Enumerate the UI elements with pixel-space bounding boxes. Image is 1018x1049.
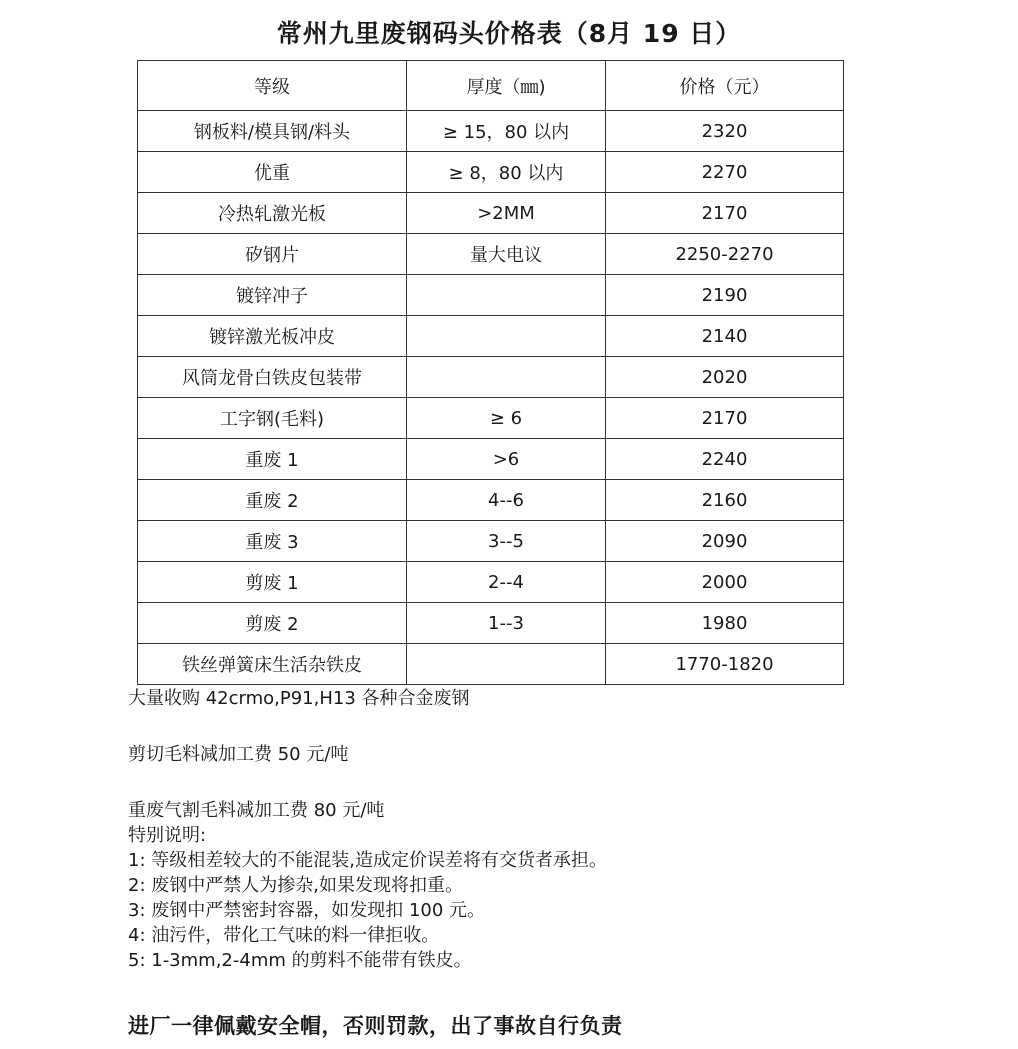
table-row (138, 193, 844, 234)
special-note-item: 3: 废钢中严禁密封容器，如发现扣 100 元。 (128, 900, 486, 921)
thickness-cell (407, 316, 606, 357)
grade-cell: 冷热轧激光板 (138, 193, 407, 234)
table-row (138, 357, 844, 398)
price-cell: 2190 (606, 275, 844, 316)
table-row (138, 439, 844, 480)
thickness-cell: >6 (407, 439, 606, 480)
price-cell: 2240 (606, 439, 844, 480)
grade-cell: 镀锌激光板冲皮 (138, 316, 407, 357)
table-row (138, 152, 844, 193)
price-cell: 2140 (606, 316, 844, 357)
purchase-note: 大量收购 42crmo,P91,H13 各种合金废钢 (128, 688, 470, 709)
price-cell: 2250-2270 (606, 234, 844, 275)
special-notes-title: 特别说明: (128, 825, 207, 846)
table-row (138, 603, 844, 644)
grade-cell: 优重 (138, 152, 407, 193)
thickness-cell (407, 357, 606, 398)
grade-cell: 剪废 1 (138, 562, 407, 603)
table-row (138, 521, 844, 562)
table-header-row (138, 61, 844, 111)
grade-cell: 风筒龙骨白铁皮包装带 (138, 357, 407, 398)
page-title: 常州九里废钢码头价格表（8月 19 日） (276, 19, 742, 48)
price-cell: 2000 (606, 562, 844, 603)
grade-cell: 工字钢(毛料) (138, 398, 407, 439)
table-row (138, 111, 844, 152)
thickness-cell: ≥ 8，80 以内 (407, 152, 606, 193)
price-cell: 2170 (606, 398, 844, 439)
thickness-cell: ≥ 6 (407, 398, 606, 439)
thickness-cell: 3--5 (407, 521, 606, 562)
header-grade: 等级 (138, 61, 407, 111)
thickness-cell (407, 275, 606, 316)
thickness-cell: 1--3 (407, 603, 606, 644)
table-row (138, 275, 844, 316)
notes-section (128, 686, 1008, 973)
table-row (138, 234, 844, 275)
price-cell: 2170 (606, 193, 844, 234)
thickness-cell (407, 644, 606, 685)
grade-cell: 矽钢片 (138, 234, 407, 275)
gas-cut-fee-note: 重废气割毛料减加工费 80 元/吨 (128, 800, 385, 821)
price-cell: 1980 (606, 603, 844, 644)
price-cell: 2320 (606, 111, 844, 152)
special-note-item: 4: 油污件，带化工气味的料一律拒收。 (128, 925, 440, 946)
price-cell: 1770-1820 (606, 644, 844, 685)
table-row (138, 316, 844, 357)
table-row (138, 398, 844, 439)
table-row (138, 644, 844, 685)
grade-cell: 重废 2 (138, 480, 407, 521)
price-cell: 2090 (606, 521, 844, 562)
table-row (138, 480, 844, 521)
price-cell: 2270 (606, 152, 844, 193)
special-note-item: 1: 等级相差较大的不能混装,造成定价误差将有交货者承担。 (128, 850, 607, 871)
grade-cell: 剪废 2 (138, 603, 407, 644)
thickness-cell: 4--6 (407, 480, 606, 521)
grade-cell: 钢板料/模具钢/料头 (138, 111, 407, 152)
thickness-cell: 量大电议 (407, 234, 606, 275)
price-cell: 2160 (606, 480, 844, 521)
header-thickness: 厚度（㎜) (407, 61, 606, 111)
special-note-item: 2: 废钢中严禁人为掺杂,如果发现将扣重。 (128, 875, 463, 896)
price-table (137, 60, 844, 685)
shear-fee-note: 剪切毛料减加工费 50 元/吨 (128, 744, 349, 765)
grade-cell: 镀锌冲子 (138, 275, 407, 316)
table-row (138, 562, 844, 603)
grade-cell: 铁丝弹簧床生活杂铁皮 (138, 644, 407, 685)
grade-cell: 重废 1 (138, 439, 407, 480)
price-cell: 2020 (606, 357, 844, 398)
grade-cell: 重废 3 (138, 521, 407, 562)
special-note-item: 5: 1-3mm,2-4mm 的剪料不能带有铁皮。 (128, 950, 472, 971)
thickness-cell: 2--4 (407, 562, 606, 603)
safety-warning: 进厂一律佩戴安全帽，否则罚款，出了事故自行负责 (128, 1014, 623, 1038)
header-price: 价格（元） (606, 61, 844, 111)
thickness-cell: >2MM (407, 193, 606, 234)
thickness-cell: ≥ 15，80 以内 (407, 111, 606, 152)
